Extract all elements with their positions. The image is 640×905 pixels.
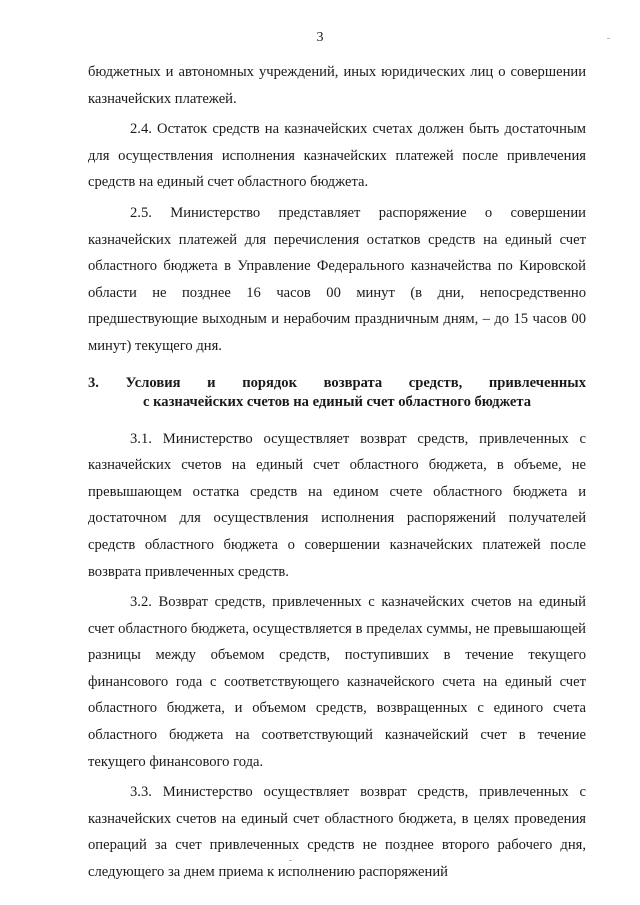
page-number: 3 [316, 30, 324, 45]
paragraph-3-2: 3.2. Возврат средств, привлеченных с казначейских счетов на единый счет областного бюджета, осуществляется в пределах суммы, не превышающей разницы между объемом средств, поступивших в течение текущего финансового года с соответствующего казначейского счета на единый счет областного бюджета, и объемом средств, возвращенных с единого счета областного бюджета на соответствующий казначейский счет в течение текущего финансового года. [88, 594, 586, 770]
scan-speck [607, 38, 610, 39]
paragraph-continuation: бюджетных и автономных учреждений, иных юридических лиц о совершении казначейских платежей. [88, 64, 586, 107]
section-3-heading [88, 374, 586, 412]
section-3-heading-line2: с казначейских счетов на единый счет областного бюджета [142, 393, 532, 410]
paragraph-2-5: 2.5. Министерство представляет распоряжение о совершении казначейских платежей для перечисления остатков средств на единый счет областного бюджета в Управление Федерального казначейства по Кировской области не позднее 16 часов 00 минут (в дни, непосредственно предшествующие выходным и нерабочим праздничным дням, – до 15 часов 00 минут) текущего дня. [88, 204, 586, 354]
document-body [88, 59, 586, 886]
paragraph-2-4: 2.4. Остаток средств на казначейских счетах должен быть достаточным для осуществления исполнения казначейских платежей после привлечения средств на единый счет областного бюджета. [88, 121, 586, 191]
paragraph-3-1: 3.1. Министерство осуществляет возврат средств, привлеченных с казначейских счетов на единый счет областного бюджета, в объеме, не превышающем остатка средств на едином счете областного бюджета и достаточном для осуществления исполнения распоряжений получателей средств областного бюджета о совершении казначейских платежей после возврата привлеченных средств. [88, 430, 586, 580]
paragraph-3-3: 3.3. Министерство осуществляет возврат средств, привлеченных с казначейских счетов на единый счет областного бюджета, в целях проведения операций за счет привлеченных средств не позднее второго рабочего дня, следующего за днем приема к исполнению распоряжений [88, 784, 586, 881]
scan-speck [289, 860, 292, 861]
section-3-heading-line1: 3. Условия и порядок возврата средств, привлеченных [88, 374, 586, 391]
